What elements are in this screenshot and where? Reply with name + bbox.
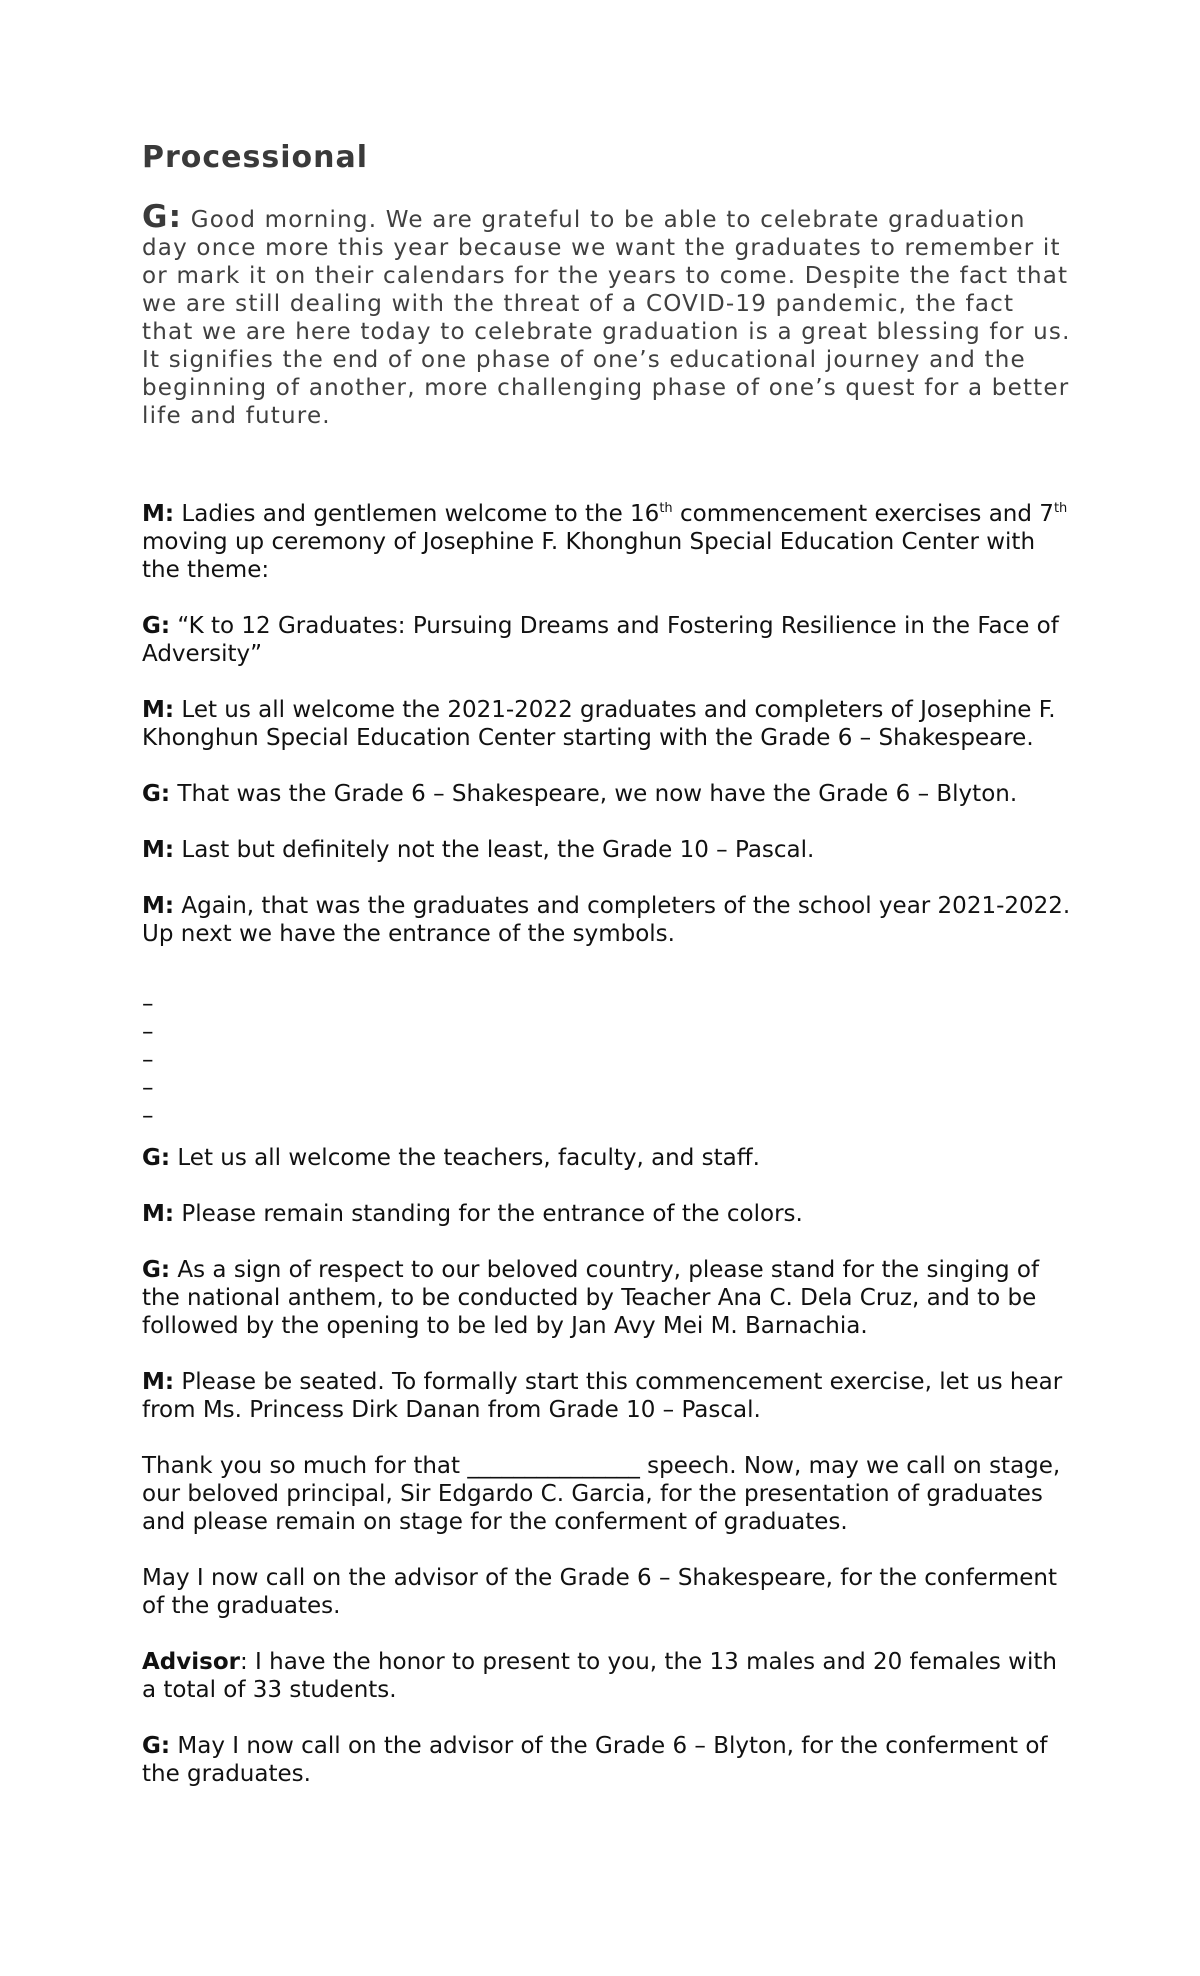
dash-list	[142, 990, 1072, 1130]
paragraph-text: Again, that was the graduates and completers of the school year 2021-2022. Up next we have the entrance of the symbols.	[142, 893, 1071, 947]
script-paragraph	[142, 1732, 1072, 1788]
speaker-label: G:	[142, 1257, 171, 1283]
ordinal-suffix: th	[659, 501, 673, 516]
dash-line: –	[142, 1047, 154, 1073]
speaker-label: Advisor	[142, 1649, 240, 1675]
paragraph-text: : I have the honor to present to you, the 13 males and 20 females with a total of 33 students.	[142, 1649, 1057, 1703]
script-paragraph	[142, 1256, 1072, 1340]
speaker-label: M:	[142, 893, 175, 919]
script-paragraph	[142, 1368, 1072, 1424]
intro-paragraph	[142, 199, 1072, 430]
page-title: Processional	[142, 140, 369, 175]
intro-speaker: G:	[142, 199, 183, 235]
dash-line: –	[142, 1103, 154, 1129]
paragraph-text: Let us all welcome the 2021-2022 graduates and completers of Josephine F. Khonghun Special Education Center starting with the Grade 6 – Shakespeare.	[142, 697, 1056, 751]
speaker-label: G:	[142, 1145, 171, 1171]
script-paragraph	[142, 1648, 1072, 1704]
script-paragraph	[142, 1452, 1072, 1536]
paragraph-text: Let us all welcome the teachers, faculty, and staff.	[177, 1145, 760, 1171]
script-paragraph	[142, 1564, 1072, 1620]
paragraph-text: Please remain standing for the entrance of the colors.	[181, 1201, 803, 1227]
speaker-label: M:	[142, 501, 175, 527]
paragraph-text: Please be seated. To formally start this commencement exercise, let us hear from Ms. Princess Dirk Danan from Grade 10 – Pascal.	[142, 1369, 1063, 1423]
speaker-label: G:	[142, 613, 171, 639]
script-paragraph	[142, 892, 1072, 948]
paragraph-text: Last but definitely not the least, the Grade 10 – Pascal.	[181, 837, 815, 863]
script-paragraph	[142, 1144, 1072, 1172]
welcome-text-2: commencement exercises and 7	[672, 501, 1054, 527]
speaker-label: G:	[142, 781, 171, 807]
document-body	[142, 140, 1072, 1788]
dash-line: –	[142, 991, 154, 1017]
speaker-label: M:	[142, 1369, 175, 1395]
paragraph-text: May I now call on the advisor of the Grade 6 – Blyton, for the conferment of the graduates.	[142, 1733, 1048, 1787]
script-paragraph	[142, 696, 1072, 752]
paragraph-text: May I now call on the advisor of the Grade 6 – Shakespeare, for the conferment of the graduates.	[142, 1565, 1058, 1619]
welcome-text-1: Ladies and gentlemen welcome to the 16	[181, 501, 660, 527]
ordinal-suffix: th	[1053, 501, 1068, 516]
speaker-label: M:	[142, 1201, 175, 1227]
script-paragraph	[142, 612, 1072, 668]
paragraph-text: Thank you so much for that _______________ speech. Now, may we call on stage, our beloved principal, Sir Edgardo C. Garcia, for the presentation of graduates and please remain on stage for the conferment of graduates.	[142, 1453, 1061, 1535]
script-paragraph	[142, 836, 1072, 864]
speaker-label: M:	[142, 697, 175, 723]
paragraph-text: As a sign of respect to our beloved country, please stand for the singing of the national anthem, to be conducted by Teacher Ana C. Dela Cruz, and to be followed by the opening to be led by Jan Avy Mei M. Barnachia.	[142, 1257, 1040, 1339]
welcome-text-3: moving up ceremony of Josephine F. Khonghun Special Education Center with the theme:	[142, 529, 1036, 583]
script-paragraph	[142, 780, 1072, 808]
script-paragraph	[142, 1200, 1072, 1228]
dash-line: –	[142, 1075, 154, 1101]
welcome-paragraph	[142, 500, 1072, 584]
paragraph-text: That was the Grade 6 – Shakespeare, we now have the Grade 6 – Blyton.	[177, 781, 1018, 807]
intro-text: Good morning. We are grateful to be able to celebrate graduation day once more this year because we want the graduates to remember it or mark it on their calendars for the years to come. Despite the fact that we are still dealing with the threat of a COVID-19 pandemic, the fact that we are here today to celebrate graduation is a great blessing for us. It signifies the end of one phase of one’s educational journey and the beginning of another, more challenging phase of one’s quest for a better life and future.	[142, 207, 1071, 429]
paragraph-text: “K to 12 Graduates: Pursuing Dreams and Fostering Resilience in the Face of Adversity”	[142, 613, 1059, 667]
dash-line: –	[142, 1019, 154, 1045]
speaker-label: M:	[142, 837, 175, 863]
speaker-label: G:	[142, 1733, 171, 1759]
